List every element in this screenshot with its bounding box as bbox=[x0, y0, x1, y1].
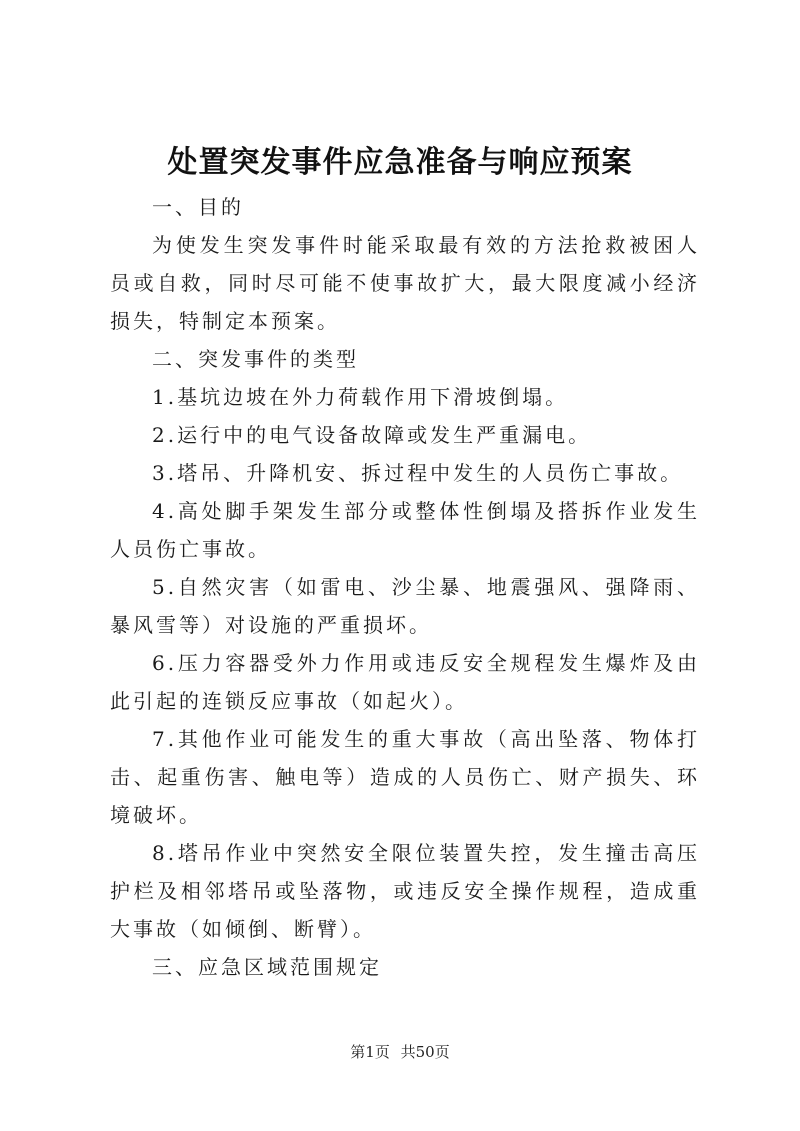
page-total: 共50页 bbox=[400, 1043, 450, 1061]
list-item: 8.塔吊作业中突然安全限位装置失控，发生撞击高压护栏及相邻塔吊或坠落物，或违反安全操作规程，造成重大事故（如倾倒、断臂）。 bbox=[110, 841, 700, 941]
list-item: 1.基坑边坡在外力荷载作用下滑坡倒塌。 bbox=[152, 385, 569, 409]
section-heading-types: 二、突发事件的类型 bbox=[152, 347, 359, 371]
list-item: 5.自然灾害（如雷电、沙尘暴、地震强风、强降雨、暴风雪等）对设施的严重损坏。 bbox=[110, 575, 700, 637]
list-item: 4.高处脚手架发生部分或整体性倒塌及搭拆作业发生人员伤亡事故。 bbox=[110, 499, 700, 561]
list-item: 3.塔吊、升降机安、拆过程中发生的人员伤亡事故。 bbox=[152, 461, 684, 485]
page-number: 第1页 bbox=[350, 1043, 390, 1061]
section-heading-purpose: 一、目的 bbox=[152, 195, 244, 219]
section-heading-scope: 三、应急区域范围规定 bbox=[152, 955, 382, 979]
list-item: 2.运行中的电气设备故障或发生严重漏电。 bbox=[152, 423, 592, 447]
document-body bbox=[110, 188, 700, 986]
list-item: 6.压力容器受外力作用或违反安全规程发生爆炸及由此引起的连锁反应事故（如起火）。 bbox=[110, 651, 700, 713]
page-footer bbox=[0, 1042, 800, 1062]
document-title: 处置突发事件应急准备与响应预案 bbox=[167, 145, 633, 180]
paragraph-purpose: 为使发生突发事件时能采取最有效的方法抢救被困人员或自救，同时尽可能不使事故扩大，最大限度减小经济损失，特制定本预案。 bbox=[110, 233, 700, 333]
list-item: 7.其他作业可能发生的重大事故（高出坠落、物体打击、起重伤害、触电等）造成的人员伤亡、财产损失、环境破坏。 bbox=[110, 727, 700, 827]
